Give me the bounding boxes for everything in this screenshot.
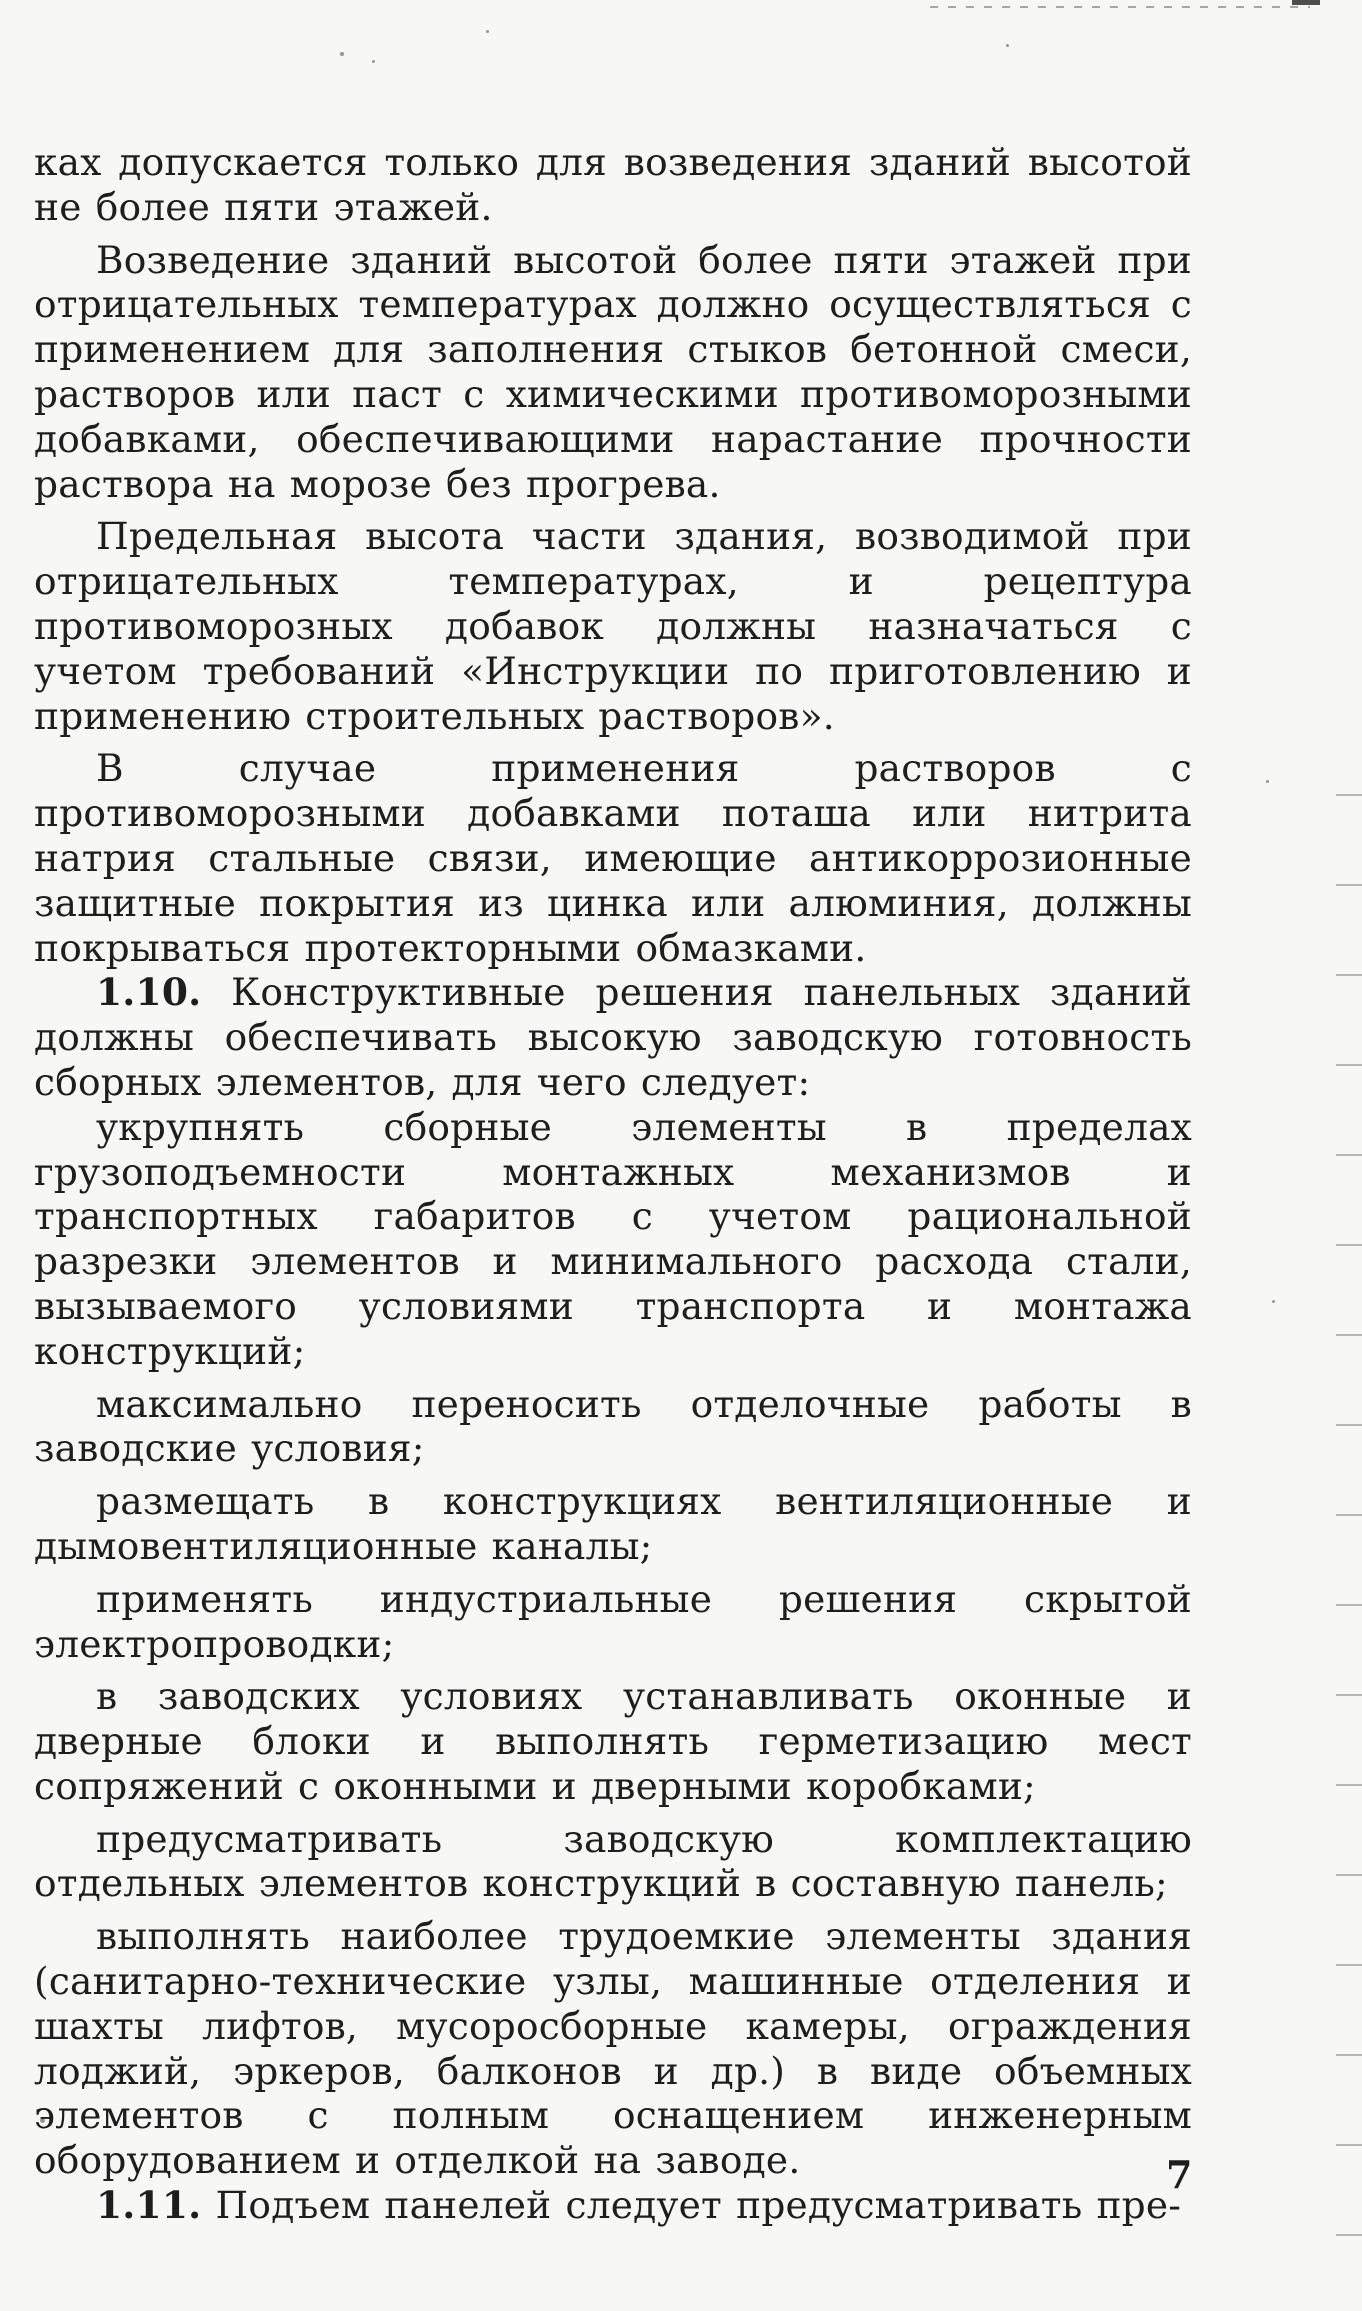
section-number: 1.10.: [96, 970, 202, 1015]
scan-speck: [1266, 780, 1269, 783]
list-item-finishing-works: максимально переносить отделочные работы в заводские условия;: [34, 1381, 1192, 1471]
section-number: 1.11.: [96, 2183, 202, 2228]
scan-edge-noise: [1336, 760, 1362, 2300]
scan-speck: [486, 30, 489, 33]
list-item-wiring: применять индустриальные решения скрытой электропроводки;: [34, 1576, 1192, 1666]
list-item-ventilation: размещать в конструкциях вентиляционные и дымовентиляционные каналы;: [34, 1479, 1192, 1568]
paragraph-continuation: ках допускается только для возведения зданий высотой не более пяти этажей.: [34, 140, 1192, 229]
section-text: Подъем панелей следует предусматривать пре-: [215, 2183, 1182, 2228]
scan-speck: [372, 60, 375, 63]
page-number: 7: [1166, 2152, 1193, 2197]
paragraph-frost-construction: Возведение зданий высотой более пяти этажей при отрицательных температурах должно осуществляться с применением для заполнения стыков бетонной смеси, растворов или паст с химическими противоморозными добавками, обеспечивающими нарастание прочности раствора на морозе без прогрева.: [34, 237, 1192, 506]
scan-speck: [1272, 1300, 1275, 1303]
paragraph-height-limit: Предельная высота части здания, возводимой при отрицательных температурах, и рецептура противоморозных добавок должны назначаться с учетом требований «Инструкции по приготовлению и применению строительных растворов».: [34, 514, 1192, 738]
scan-top-rule: [930, 6, 1310, 8]
section-1-11: [34, 2183, 1192, 2228]
section-text: Конструктивные решения панельных зданий должны обеспечивать высокую заводскую готовность сборных элементов, для чего следует:: [34, 970, 1192, 1104]
list-item-volumetric-elements: выполнять наиболее трудоемкие элементы здания (санитарно-технические узлы, машинные отделения и шахты лифтов, мусоросборные камеры, ограждения лоджий, эркеров, балконов и др.) в виде объемных элементов с полным оснащением инженерным оборудованием и отделкой на заводе.: [34, 1914, 1192, 2183]
section-1-10: [34, 970, 1192, 1104]
list-item-enlarge-elements: укрупнять сборные элементы в пределах грузоподъемности монтажных механизмов и транспортных габаритов с учетом рациональной разрезки элементов и минимального расхода стали, вызываемого условиями транспорта и монтажа конструкций;: [34, 1104, 1192, 1373]
paragraph-steel-ties: В случае применения растворов с противоморозными добавками поташа или нитрита натрия стальные связи, имеющие антикоррозионные защитные покрытия из цинка или алюминия, должны покрываться протекторными обмазками.: [34, 746, 1192, 970]
scan-speck: [340, 52, 344, 56]
list-item-assembly: предусматривать заводскую комплектацию отдельных элементов конструкций в составную панель;: [34, 1816, 1192, 1906]
scan-speck: [1006, 44, 1009, 47]
scan-top-mark: [1292, 0, 1320, 5]
list-item-window-blocks: в заводских условиях устанавливать оконные и дверные блоки и выполнять герметизацию мест сопряжений с оконными и дверными коробками;: [34, 1674, 1192, 1808]
document-page: [34, 140, 1192, 2228]
